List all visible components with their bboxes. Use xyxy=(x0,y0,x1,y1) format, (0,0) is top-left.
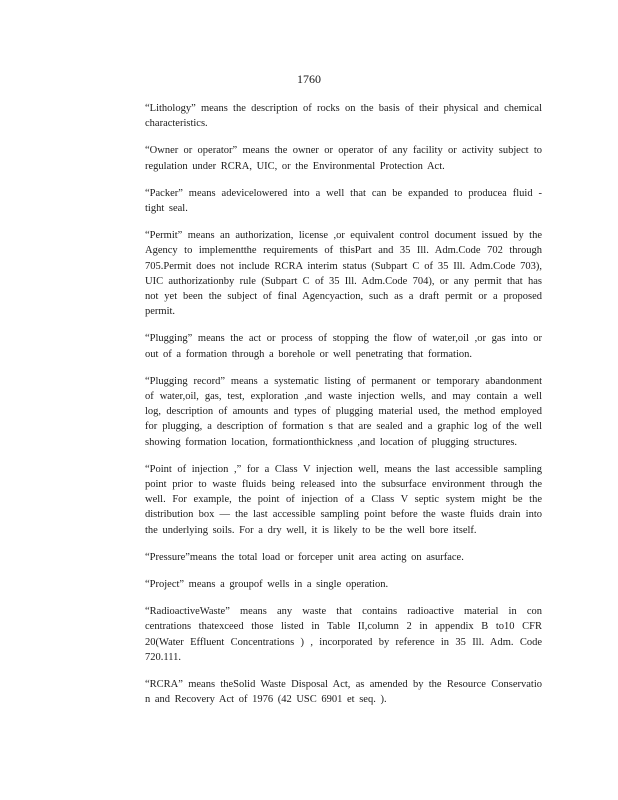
page-number: 1760 xyxy=(297,72,321,86)
definition-radioactive-waste: “RadioactiveWaste” means any waste that contains radioactive material in con centrations thatexceed those listed in Table II,column 2 in appendix B to10 CFR 20(Water Effluent Concentrations ) , incorporated by reference in 35 Ill. Adm. Code 720.111. xyxy=(145,606,542,663)
definition-packer: “Packer” means adevicelowered into a well that can be expanded to producea fluid -tight seal. xyxy=(145,187,542,215)
definition-point-of-injection: “Point of injection ,” for a Class V injection well, means the last accessible sampling point prior to waste fluids being released into the subsurface environment through the well. For example, the point of injection of a Class V septic system might be the distribution box — the last accessible sampling point before the waste fluids drain into the underlying soils. For a dry well, it is likely to be the well bore itself. xyxy=(145,463,542,536)
definition-owner-or-operator: “Owner or operator” means the owner or operator of any facility or activity subject to regulation under RCRA, UIC, or the Environmental Protection Act. xyxy=(145,145,542,172)
definition-pressure: “Pressure”means the total load or forceper unit area acting on asurface. xyxy=(145,551,464,563)
definition-permit: “Permit” means an authorization, license ,or equivalent control document issued by the Agency to implementthe requirements of thisPart and 35 Ill. Adm.Code 702 through 705.Permit does not include RCRA interim status (Subpart C of 35 Ill. Adm.Code 703), UIC authorizationby rule (Subpart C of 35 Ill. Adm.Code 704), or any permit that has not yet been the subject of final Agencyaction, such as a draft permit or a proposed permit. xyxy=(145,230,542,318)
definition-project: “Project” means a groupof wells in a single operation. xyxy=(145,579,389,591)
definition-plugging-record: “Plugging record” means a systematic listing of permanent or temporary abandonment of water,oil, gas, test, exploration ,and waste injection wells, and may contain a well log, description of amounts and types of plugging material used, the method employed for plugging, a description of formation s that are sealed and a graphic log of the well showing formation location, formationthickness ,and location of plugging structures. xyxy=(145,375,542,448)
definition-plugging: “Plugging” means the act or process of stopping the flow of water,oil ,or gas into or out of a formation through a borehole or well penetrating that formation. xyxy=(145,333,542,360)
definition-lithology: “Lithology” means the description of rocks on the basis of their physical and chemical characteristics. xyxy=(145,103,542,130)
definitions-body xyxy=(145,101,542,720)
definition-rcra: “RCRA” means theSolid Waste Disposal Act, as amended by the Resource Conservatio n and Recovery Act of 1976 (42 USC 6901 et seq. ). xyxy=(145,679,542,706)
